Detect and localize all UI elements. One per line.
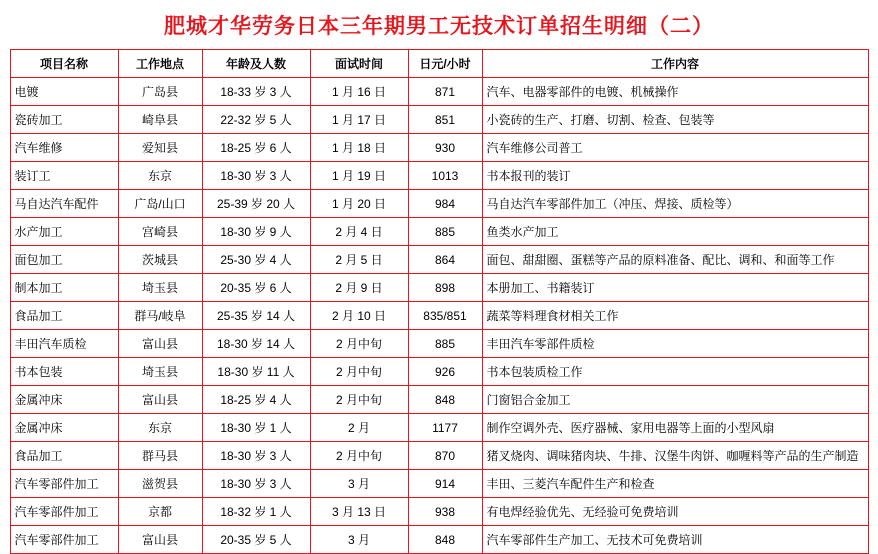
cell-age: 18-30 岁 14 人 — [202, 330, 310, 358]
table-row — [10, 134, 868, 162]
cell-wage: 1177 — [408, 414, 482, 442]
cell-name: 面包加工 — [10, 246, 118, 274]
cell-content: 马自达汽车零部件加工（冲压、焊接、质检等） — [482, 190, 868, 218]
table-row — [10, 330, 868, 358]
cell-content: 有电焊经验优先、无经验可免费培训 — [482, 498, 868, 526]
cell-wage: 898 — [408, 274, 482, 302]
cell-date: 2 月 4 日 — [310, 218, 408, 246]
cell-age: 25-30 岁 4 人 — [202, 246, 310, 274]
table-row — [10, 470, 868, 498]
cell-place: 富山县 — [118, 330, 202, 358]
cell-content: 鱼类水产加工 — [482, 218, 868, 246]
cell-content: 书本报刊的装订 — [482, 162, 868, 190]
page-title: 肥城才华劳务日本三年期男工无技术订单招生明细（二） — [164, 15, 714, 38]
cell-content: 面包、甜甜圈、蛋糕等产品的原料准备、配比、调和、和面等工作 — [482, 246, 868, 274]
cell-name: 制本加工 — [10, 274, 118, 302]
cell-date: 2 月中旬 — [310, 442, 408, 470]
cell-age: 25-39 岁 20 人 — [202, 190, 310, 218]
cell-date: 2 月 9 日 — [310, 274, 408, 302]
column-header-wage: 日元/小时 — [408, 50, 482, 78]
cell-wage: 864 — [408, 246, 482, 274]
table-header — [10, 50, 868, 78]
cell-name: 汽车零部件加工 — [10, 498, 118, 526]
cell-age: 20-35 岁 5 人 — [202, 526, 310, 554]
table-row — [10, 190, 868, 218]
column-header-date: 面试时间 — [310, 50, 408, 78]
cell-age: 25-35 岁 14 人 — [202, 302, 310, 330]
cell-age: 18-25 岁 4 人 — [202, 386, 310, 414]
table-row — [10, 442, 868, 470]
cell-name: 汽车维修 — [10, 134, 118, 162]
cell-date: 2 月中旬 — [310, 358, 408, 386]
cell-content: 门窗铝合金加工 — [482, 386, 868, 414]
cell-wage: 984 — [408, 190, 482, 218]
cell-date: 2 月 — [310, 414, 408, 442]
cell-date: 1 月 19 日 — [310, 162, 408, 190]
cell-wage: 914 — [408, 470, 482, 498]
cell-name: 金属冲床 — [10, 414, 118, 442]
table-row — [10, 78, 868, 106]
cell-date: 1 月 16 日 — [310, 78, 408, 106]
cell-wage: 885 — [408, 218, 482, 246]
cell-content: 小瓷砖的生产、打磨、切割、检查、包装等 — [482, 106, 868, 134]
cell-place: 京都 — [118, 498, 202, 526]
cell-date: 2 月 5 日 — [310, 246, 408, 274]
cell-name: 丰田汽车质检 — [10, 330, 118, 358]
cell-name: 水产加工 — [10, 218, 118, 246]
cell-age: 18-30 岁 1 人 — [202, 414, 310, 442]
cell-content: 书本包装质检工作 — [482, 358, 868, 386]
cell-wage: 848 — [408, 526, 482, 554]
cell-wage: 930 — [408, 134, 482, 162]
cell-name: 食品加工 — [10, 302, 118, 330]
cell-date: 1 月 18 日 — [310, 134, 408, 162]
cell-content: 蔬菜等料理食材相关工作 — [482, 302, 868, 330]
table-row — [10, 386, 868, 414]
cell-place: 广岛县 — [118, 78, 202, 106]
column-header-place: 工作地点 — [118, 50, 202, 78]
cell-name: 电镀 — [10, 78, 118, 106]
cell-content: 丰田、三菱汽车配件生产和检查 — [482, 470, 868, 498]
cell-place: 埼玉县 — [118, 358, 202, 386]
cell-name: 书本包装 — [10, 358, 118, 386]
cell-date: 2 月 10 日 — [310, 302, 408, 330]
cell-name: 汽车零部件加工 — [10, 526, 118, 554]
cell-name: 金属冲床 — [10, 386, 118, 414]
cell-wage: 851 — [408, 106, 482, 134]
cell-place: 崎阜县 — [118, 106, 202, 134]
table-row — [10, 498, 868, 526]
cell-content: 丰田汽车零部件质检 — [482, 330, 868, 358]
cell-wage: 871 — [408, 78, 482, 106]
cell-content: 猪叉烧肉、调味猪肉块、牛排、汉堡牛肉饼、咖喱料等产品的生产制造 — [482, 442, 868, 470]
cell-content: 汽车零部件生产加工、无技术可免费培训 — [482, 526, 868, 554]
table-header-row — [10, 50, 868, 78]
cell-name: 汽车零部件加工 — [10, 470, 118, 498]
cell-content: 制作空调外壳、医疗器械、家用电器等上面的小型风扇 — [482, 414, 868, 442]
cell-wage: 1013 — [408, 162, 482, 190]
cell-place: 群马/岐阜 — [118, 302, 202, 330]
cell-place: 广岛/山口 — [118, 190, 202, 218]
table-row — [10, 302, 868, 330]
cell-content: 本册加工、书籍装订 — [482, 274, 868, 302]
cell-date: 2 月中旬 — [310, 330, 408, 358]
cell-place: 滋贺县 — [118, 470, 202, 498]
table-row — [10, 106, 868, 134]
cell-name: 瓷砖加工 — [10, 106, 118, 134]
cell-place: 群马县 — [118, 442, 202, 470]
cell-wage: 926 — [408, 358, 482, 386]
cell-age: 18-30 岁 9 人 — [202, 218, 310, 246]
cell-name: 食品加工 — [10, 442, 118, 470]
cell-place: 爱知县 — [118, 134, 202, 162]
cell-place: 富山县 — [118, 386, 202, 414]
cell-name: 马自达汽车配件 — [10, 190, 118, 218]
recruitment-table — [10, 49, 869, 554]
cell-content: 汽车维修公司普工 — [482, 134, 868, 162]
table-row — [10, 274, 868, 302]
cell-age: 18-32 岁 1 人 — [202, 498, 310, 526]
cell-place: 东京 — [118, 162, 202, 190]
cell-place: 东京 — [118, 414, 202, 442]
cell-wage: 885 — [408, 330, 482, 358]
cell-content: 汽车、电器零部件的电镀、机械操作 — [482, 78, 868, 106]
cell-date: 3 月 13 日 — [310, 498, 408, 526]
cell-age: 18-30 岁 11 人 — [202, 358, 310, 386]
cell-date: 2 月中旬 — [310, 386, 408, 414]
table-row — [10, 218, 868, 246]
cell-age: 18-30 岁 3 人 — [202, 470, 310, 498]
cell-place: 埼玉县 — [118, 274, 202, 302]
cell-wage: 835/851 — [408, 302, 482, 330]
table-row — [10, 414, 868, 442]
cell-place: 茨城县 — [118, 246, 202, 274]
column-header-age: 年龄及人数 — [202, 50, 310, 78]
cell-date: 3 月 — [310, 526, 408, 554]
cell-age: 18-25 岁 6 人 — [202, 134, 310, 162]
cell-wage: 870 — [408, 442, 482, 470]
cell-date: 3 月 — [310, 470, 408, 498]
cell-wage: 938 — [408, 498, 482, 526]
column-header-content: 工作内容 — [482, 50, 868, 78]
cell-age: 22-32 岁 5 人 — [202, 106, 310, 134]
cell-age: 20-35 岁 6 人 — [202, 274, 310, 302]
cell-wage: 848 — [408, 386, 482, 414]
table-row — [10, 526, 868, 554]
cell-place: 富山县 — [118, 526, 202, 554]
table-body — [10, 78, 868, 554]
table-row — [10, 246, 868, 274]
cell-place: 宫崎县 — [118, 218, 202, 246]
column-header-name: 项目名称 — [10, 50, 118, 78]
table-row — [10, 358, 868, 386]
cell-age: 18-30 岁 3 人 — [202, 162, 310, 190]
cell-age: 18-33 岁 3 人 — [202, 78, 310, 106]
table-row — [10, 162, 868, 190]
cell-age: 18-30 岁 3 人 — [202, 442, 310, 470]
cell-date: 1 月 20 日 — [310, 190, 408, 218]
cell-date: 1 月 17 日 — [310, 106, 408, 134]
cell-name: 装订工 — [10, 162, 118, 190]
